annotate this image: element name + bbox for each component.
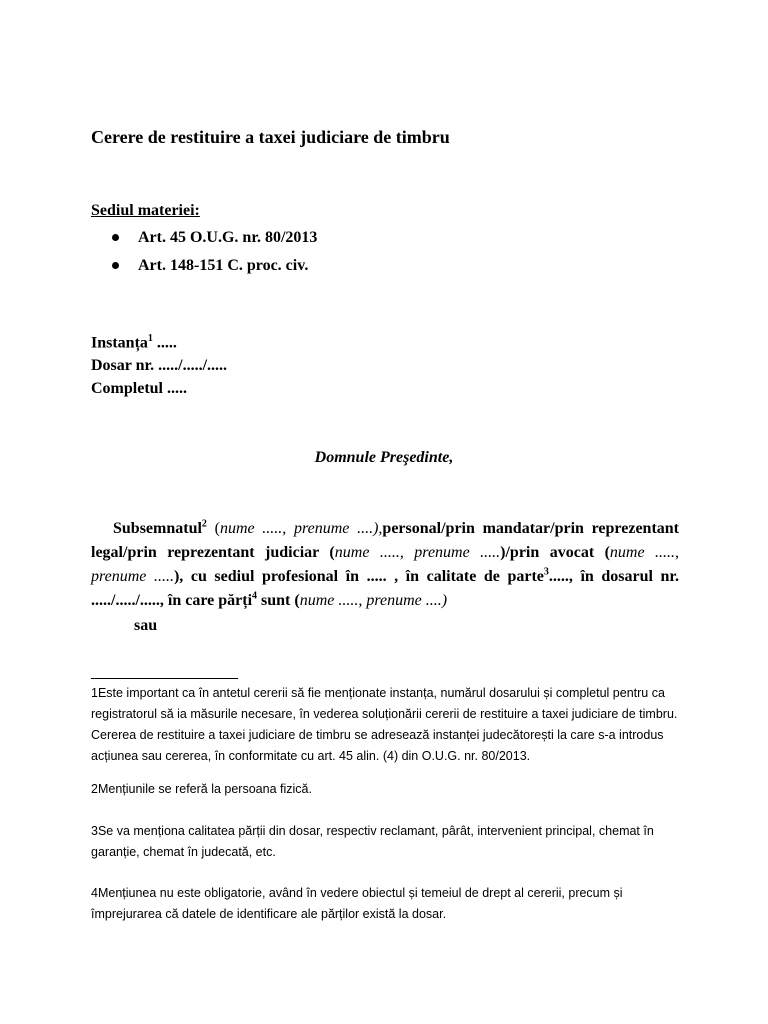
footnote-4: 4Mențiunea nu este obligatorie, având în vedere obiectul și temeiul de drept al cererii, precum și împrejurarea că datele de identificare ale părților există la dosar.: [91, 886, 623, 921]
bullet-icon: [112, 234, 119, 241]
body-text: sunt (: [257, 592, 300, 609]
footnote-2: 2Mențiunile se referă la persoana fizică.: [91, 782, 312, 796]
footnote-ref-4: 4: [252, 590, 258, 602]
legal-basis-label: [91, 202, 200, 220]
panel-line: Completul .....: [91, 380, 187, 398]
placeholder-name: nume ....., prenume ....): [299, 592, 448, 609]
court-value: .....: [152, 334, 177, 352]
bullet-icon: [112, 262, 119, 269]
legal-basis-item-text: Art. 148-151 C. proc. civ.: [138, 257, 309, 274]
body-text: )/prin avocat (: [500, 544, 610, 561]
body-text: ....., în dosarul nr. ...../...../....., în care părți: [91, 568, 680, 609]
salutation: Domnule Preşedinte,: [314, 449, 454, 466]
footnote-3: 3Se va menționa calitatea părții din dosar, respectiv reclamant, pârât, intervenient principal, chemat în garanție, chemat în judecată, etc.: [91, 824, 654, 859]
document-title: Cerere de restituire a taxei judiciare de timbru: [91, 127, 450, 147]
footnote-separator: [91, 678, 238, 679]
legal-basis-item-text: Art. 45 O.U.G. nr. 80/2013: [138, 229, 318, 246]
request-body: [91, 517, 679, 613]
placeholder-name: nume ....., prenume ....),: [219, 520, 383, 537]
court-line: [91, 327, 227, 354]
legal-basis-list: [112, 228, 317, 284]
footnote-ref-2: 2: [201, 518, 207, 530]
body-text: (: [206, 520, 220, 537]
legal-basis-label-text: Sediul materiei: [91, 202, 195, 219]
footnote-ref-1: 1: [147, 333, 153, 344]
body-subject: Subsemnatul: [113, 520, 202, 537]
body-text: personal/prin mandatar/prin reprezentant legal/prin reprezentant judiciar (: [91, 520, 680, 561]
footnote-1: 1Este important ca în antetul cererii să fie menționate instanța, numărul dosarului și completul pentru ca registratorul să ia măsurile necesare, în vederea soluționării cererii de restituire a taxei judiciare de timbru. Cererea de restituire a taxei judiciare de timbru se adresează instanței judecătorești la care s-a introdus acțiunea sau cererea, în conformitate cu art. 45 alin. (4) din O.U.G. nr. 80/2013.: [91, 686, 678, 763]
legal-basis-colon: :: [194, 202, 200, 219]
legal-basis-item: [112, 228, 317, 256]
alternative-word: sau: [134, 617, 158, 634]
case-header: [91, 327, 227, 400]
placeholder-name: nume ....., prenume .....: [91, 544, 680, 585]
court-label: Instanța: [91, 334, 148, 352]
legal-basis-item: [112, 256, 317, 284]
footnote-ref-3: 3: [543, 566, 549, 578]
body-text: ), cu sediul profesional în ..... , în calitate de parte: [173, 568, 544, 585]
placeholder-name: nume ....., prenume .....: [334, 544, 501, 561]
file-number-line: Dosar nr. ...../...../.....: [91, 357, 228, 375]
